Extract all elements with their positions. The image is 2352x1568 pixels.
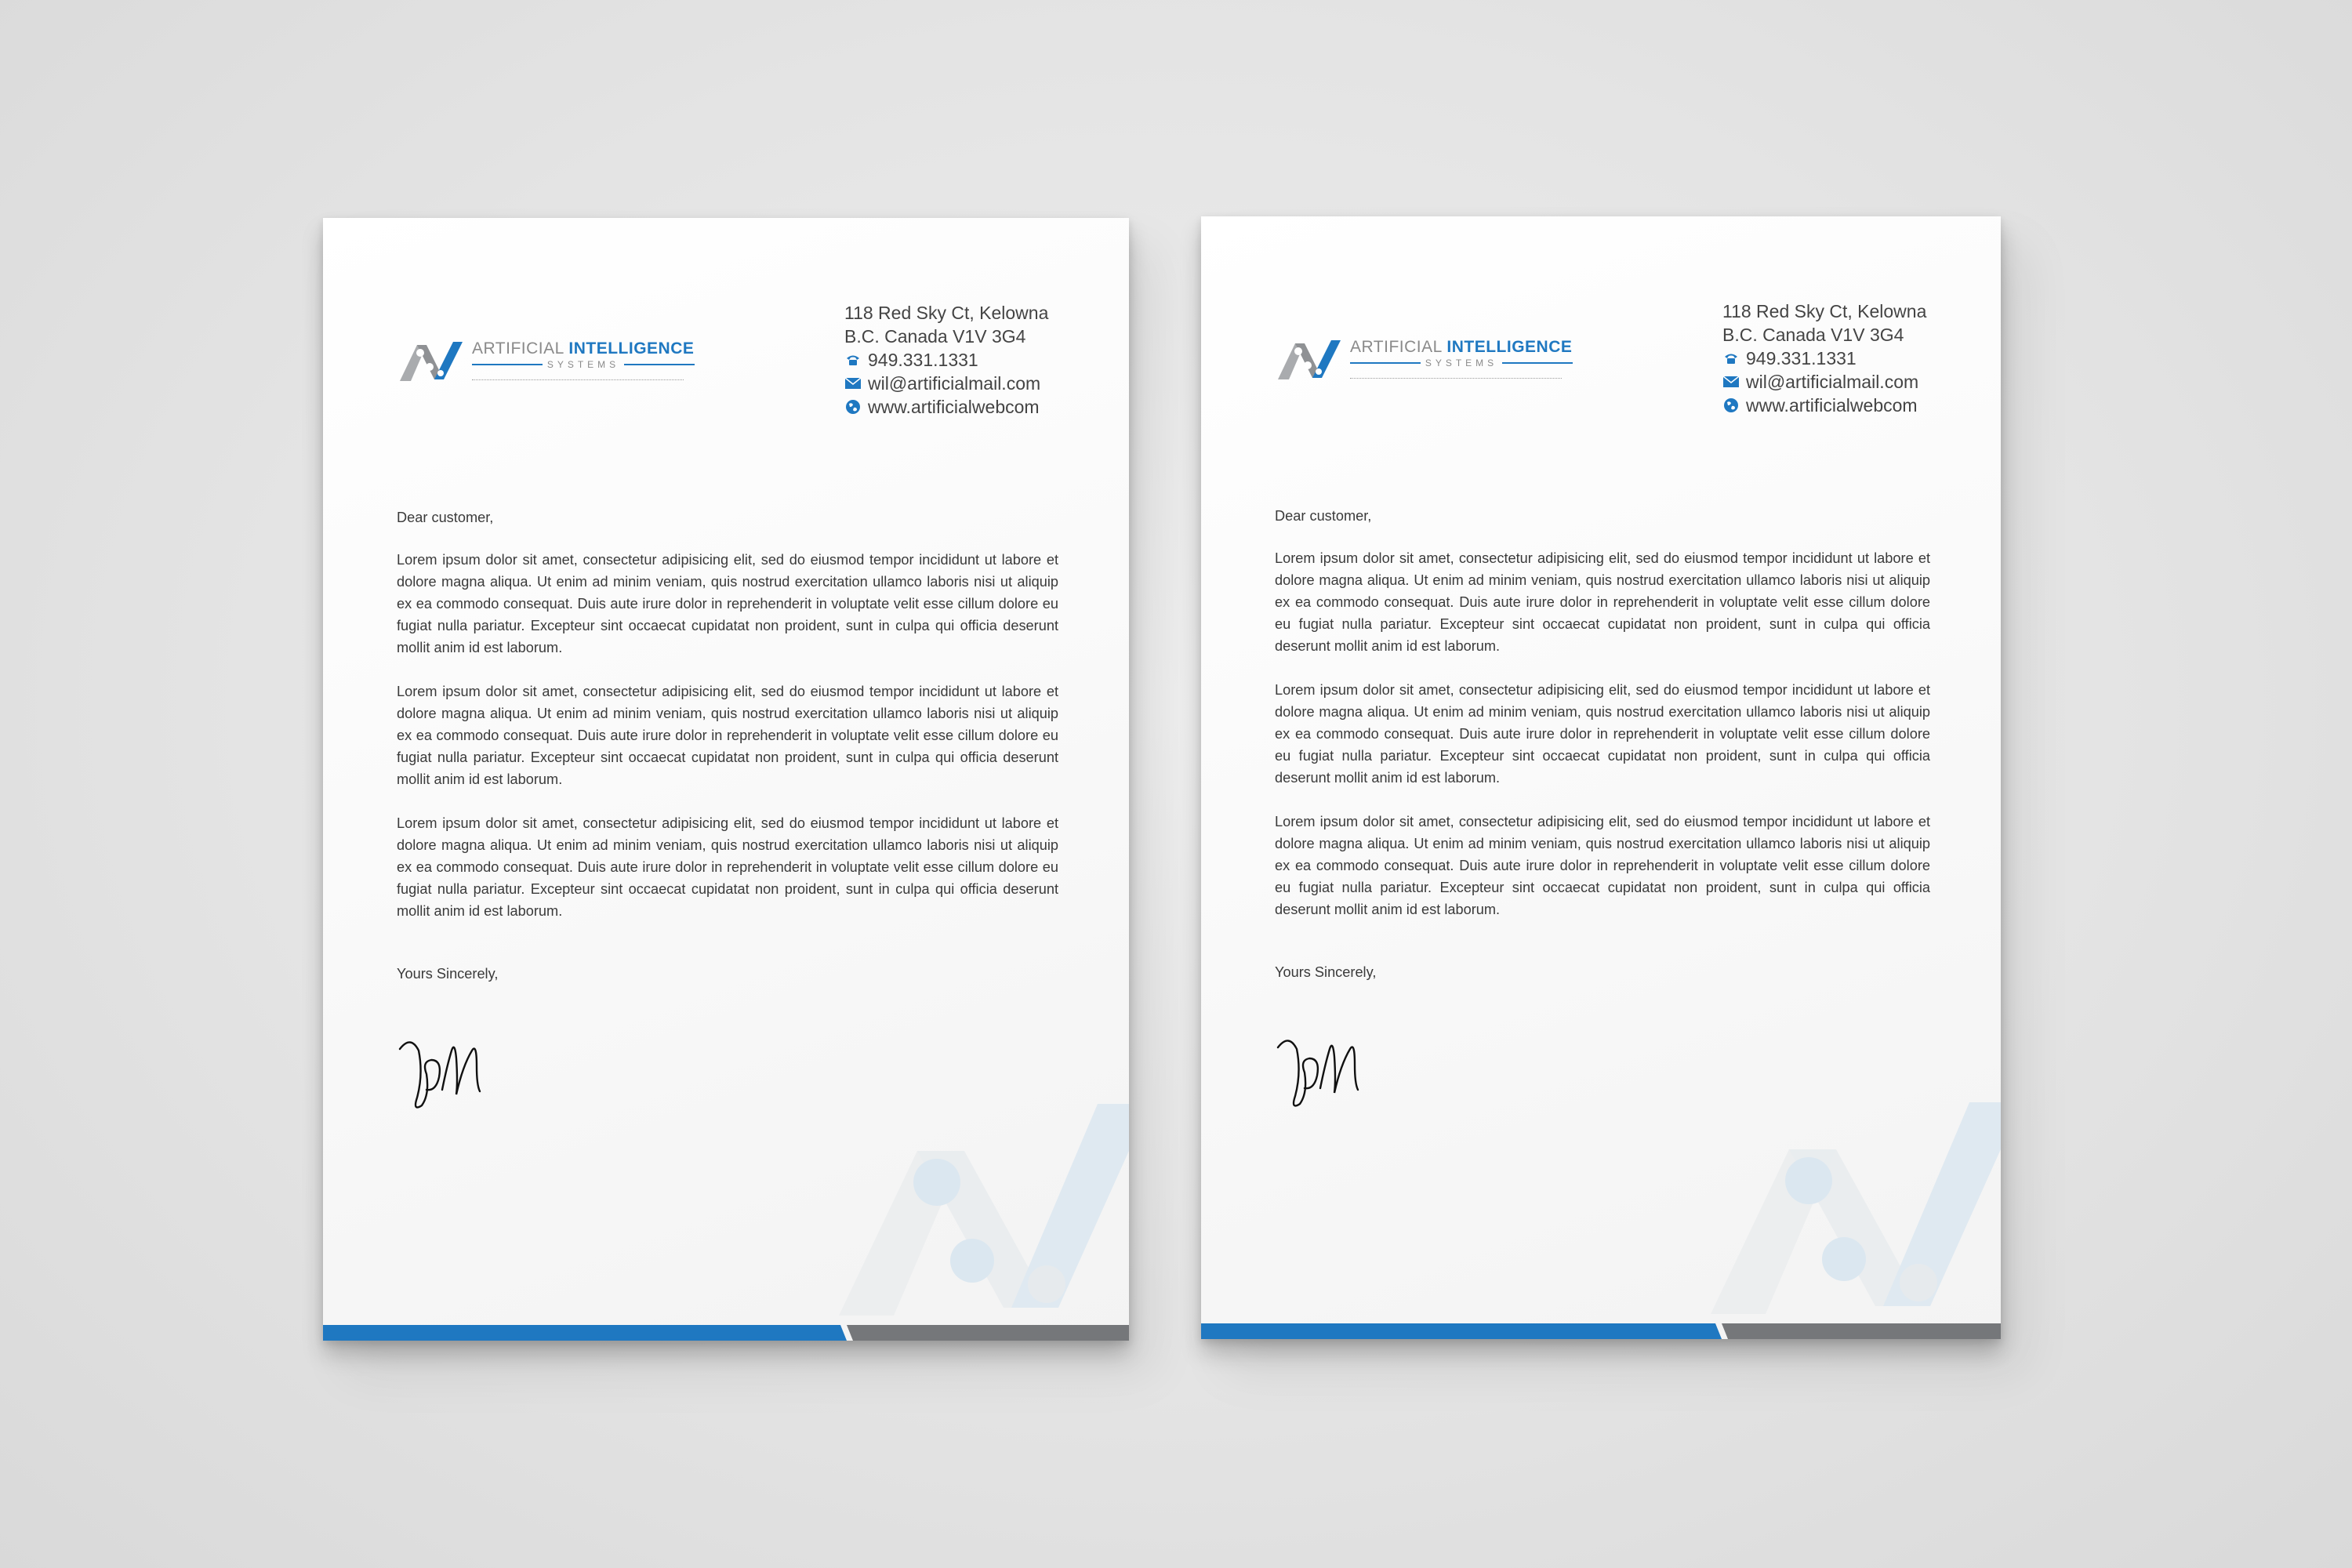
- signature-image: [395, 1019, 505, 1121]
- address-line-1: 118 Red Sky Ct, Kelowna: [1722, 301, 1927, 321]
- contact-block: [844, 301, 1111, 419]
- letter-paragraph: Lorem ipsum dolor sit amet, consectetur adipisicing elit, sed do eiusmod tempor incididunt ut labore et dolore magna aliqua. Ut enim ad minim veniam, quis nostrud exercitation ullamco laboris nisi ut aliquip ex ea commodo consequat. Duis aute irure dolor in reprehenderit in voluptate velit esse cillum dolore eu fugiat nulla pariatur. Excepteur sint occaecat cupidatat non proident, sunt in culpa qui officia deserunt mollit anim id est laborum.: [397, 552, 1058, 655]
- letter-greeting: Dear customer,: [397, 510, 494, 525]
- phone-icon: [844, 351, 862, 368]
- letter-body: [1275, 505, 1930, 983]
- letter-closing: Yours Sincerely,: [397, 966, 499, 982]
- website-url: www.artificialwebcom: [868, 397, 1040, 417]
- letter-paragraph: Lorem ipsum dolor sit amet, consectetur adipisicing elit, sed do eiusmod tempor incididunt ut labore et dolore magna aliqua. Ut enim ad minim veniam, quis nostrud exercitation ullamco laboris nisi ut aliquip ex ea commodo consequat. Duis aute irure dolor in reprehenderit in voluptate velit esse cillum dolore eu fugiat nulla pariatur. Excepteur sint occaecat cupidatat non proident, sunt in culpa qui officia deserunt mollit anim id est laborum.: [1275, 814, 1930, 917]
- footer-band: [1201, 1323, 2001, 1339]
- letter-closing: Yours Sincerely,: [1275, 964, 1377, 980]
- letter-paragraph: Lorem ipsum dolor sit amet, consectetur adipisicing elit, sed do eiusmod tempor incididunt ut labore et dolore magna aliqua. Ut enim ad minim veniam, quis nostrud exercitation ullamco laboris nisi ut aliquip ex ea commodo consequat. Duis aute irure dolor in reprehenderit in voluptate velit esse cillum dolore eu fugiat nulla pariatur. Excepteur sint occaecat cupidatat non proident, sunt in culpa qui officia deserunt mollit anim id est laborum.: [1275, 550, 1930, 654]
- company-logo: [397, 337, 695, 384]
- watermark-logo-icon: [831, 1104, 1129, 1316]
- letter-paragraph: Lorem ipsum dolor sit amet, consectetur adipisicing elit, sed do eiusmod tempor incididunt ut labore et dolore magna aliqua. Ut enim ad minim veniam, quis nostrud exercitation ullamco laboris nisi ut aliquip ex ea commodo consequat. Duis aute irure dolor in reprehenderit in voluptate velit esse cillum dolore eu fugiat nulla pariatur. Excepteur sint occaecat cupidatat non proident, sunt in culpa qui officia deserunt mollit anim id est laborum.: [397, 684, 1058, 787]
- logo-text-artificial: ARTIFICIAL: [1350, 338, 1443, 356]
- website-url: www.artificialwebcom: [1746, 395, 1918, 416]
- letterhead-sheet-left: [323, 218, 1129, 1341]
- logo-text-systems: SYSTEMS: [1425, 358, 1498, 368]
- email-address: wil@artificialmail.com: [1746, 372, 1919, 392]
- logo-text-intelligence: INTELLIGENCE: [568, 339, 695, 358]
- signature-image: [1273, 1018, 1383, 1120]
- logo-mark-icon: [397, 337, 466, 384]
- letterhead-sheet-right: [1201, 216, 2001, 1339]
- globe-icon: [844, 398, 862, 416]
- letter-greeting: Dear customer,: [1275, 508, 1372, 524]
- phone-icon: [1722, 350, 1740, 367]
- footer-band: [323, 1325, 1129, 1341]
- contact-block: [1722, 299, 1989, 417]
- letter-paragraph: Lorem ipsum dolor sit amet, consectetur adipisicing elit, sed do eiusmod tempor incididunt ut labore et dolore magna aliqua. Ut enim ad minim veniam, quis nostrud exercitation ullamco laboris nisi ut aliquip ex ea commodo consequat. Duis aute irure dolor in reprehenderit in voluptate velit esse cillum dolore eu fugiat nulla pariatur. Excepteur sint occaecat cupidatat non proident, sunt in culpa qui officia deserunt mollit anim id est laborum.: [1275, 682, 1930, 786]
- logo-text-artificial: ARTIFICIAL: [472, 339, 564, 358]
- phone-number: 949.331.1331: [868, 350, 978, 370]
- logo-text-intelligence: INTELLIGENCE: [1446, 338, 1573, 356]
- logo-arabic-tagline: [1350, 370, 1562, 379]
- letter-body: [397, 506, 1058, 985]
- address-line-2: B.C. Canada V1V 3G4: [1722, 325, 1904, 345]
- globe-icon: [1722, 397, 1740, 414]
- watermark-logo-icon: [1703, 1102, 2001, 1314]
- mail-icon: [844, 375, 862, 392]
- address-line-1: 118 Red Sky Ct, Kelowna: [844, 303, 1049, 323]
- phone-number: 949.331.1331: [1746, 348, 1857, 368]
- logo-mark-icon: [1275, 336, 1344, 383]
- email-address: wil@artificialmail.com: [868, 373, 1041, 394]
- address-line-2: B.C. Canada V1V 3G4: [844, 326, 1026, 347]
- letter-paragraph: Lorem ipsum dolor sit amet, consectetur adipisicing elit, sed do eiusmod tempor incididunt ut labore et dolore magna aliqua. Ut enim ad minim veniam, quis nostrud exercitation ullamco laboris nisi ut aliquip ex ea commodo consequat. Duis aute irure dolor in reprehenderit in voluptate velit esse cillum dolore eu fugiat nulla pariatur. Excepteur sint occaecat cupidatat non proident, sunt in culpa qui officia deserunt mollit anim id est laborum.: [397, 815, 1058, 919]
- company-logo: [1275, 336, 1573, 383]
- logo-text-systems: SYSTEMS: [546, 359, 620, 370]
- mail-icon: [1722, 373, 1740, 390]
- logo-arabic-tagline: [472, 372, 684, 380]
